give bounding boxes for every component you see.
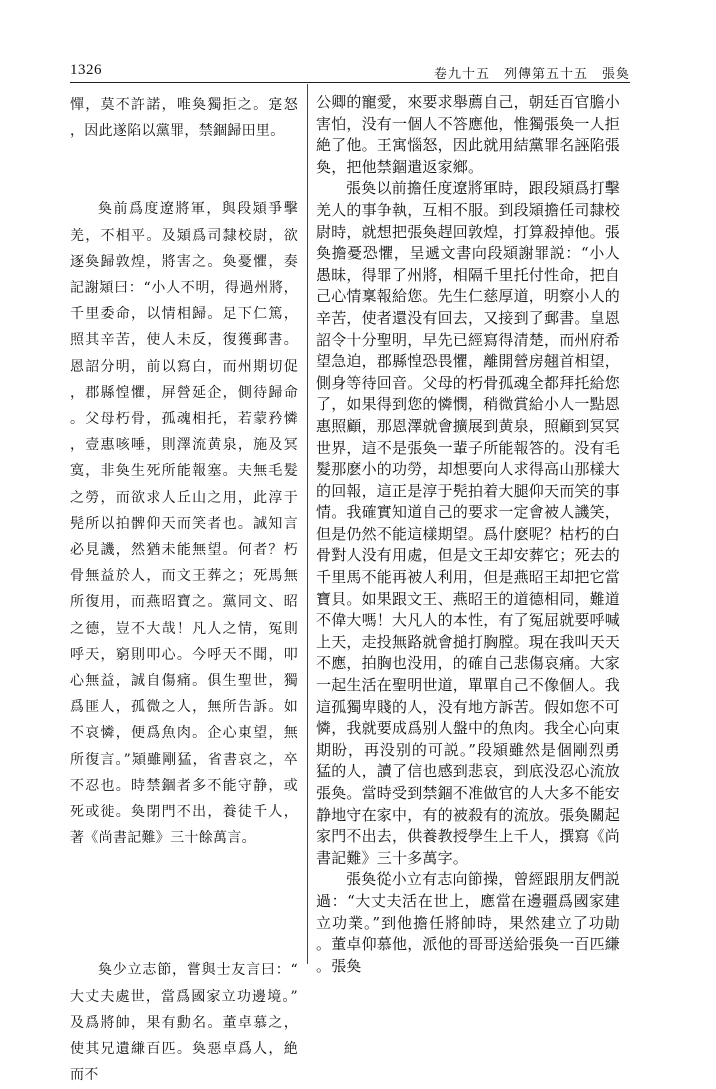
- running-head: 卷九十五 列傳第五十五 張奐: [433, 67, 630, 82]
- page-number: 1326: [70, 62, 102, 78]
- translation-paragraph: 張奐以前擔任度遼將軍時，跟段熲爲打擊羌人的事争執，互相不服。到段熲擔任司隸校尉時，就想把張奐趕回敦煌，打算殺掉他。張奐擔憂恐懼，呈遞文書向段熲謝罪説：“小人愚昧，得罪了州將，相隔千里托付性命，把自己心情稟報給您。先生仁慈厚道，明察小人的辛苦，使者還没有回去，又接到了郵書。皇恩詔令十分聖明，早先已經寫得清楚，而州府希望急迫，郡縣惶恐畏懼，離開營房翹首相望，側身等待回音。父母的朽骨孤魂全都拜托給您了，如果得到您的憐憫，稍微賞給小人一點恩惠照顧，那恩澤就會擴展到黄泉，照顧到冥冥世界，這不是張奐一輩子所能報答的。没有毛髮那麽小的功勞，却想要向人求得高山那樣大的回報，這正是淳于髡拍着大腿仰天而笑的事情。我確實知道自己的要求一定會被人譏笑，但是仍然不能這樣期望。爲什麽呢？枯朽的白骨對人没有用處，但是文王却安葬它；死去的千里馬不能再被人利用，但是燕昭王却把它當寶貝。如果跟文王、燕昭王的道德相同，難道不偉大嗎！大凡人的本性，有了冤屈就要呼喊上天，走投無路就會搥打胸膛。現在我叫天天不應，拍胸也没用，的確自己悲傷哀痛。大家一起生活在聖明世道，單單自己不像個人。我這孤獨卑賤的人，没有地方訴苦。假如您不可憐，我就要成爲别人盤中的魚肉。我全心向東期盼，再没别的可説。”段熲雖然是個剛烈勇猛的人，讀了信也感到悲哀，到底没忍心流放張奐。當時受到禁錮不准做官的人大多不能安静地守在家中，有的被殺有的流放。張奐關起家門不出去，供養教授學生上千人，撰寫《尚書記難》三十多萬字。: [316, 179, 621, 867]
- page-header: [70, 62, 630, 84]
- header-rule: [70, 82, 630, 83]
- original-paragraph: 憚，莫不許諾，唯奐獨拒之。寔怒，因此遂陷以黨罪，禁錮歸田里。: [70, 97, 298, 140]
- original-paragraph: 奐少立志節，嘗與士友言曰：“大丈夫處世，當爲國家立功邊境。”及爲將帥，果有勳名。董卓慕之，使其兄遺縑百匹。奐惡卓爲人，絶而不: [70, 962, 298, 1084]
- column-divider: [307, 84, 308, 964]
- original-paragraph: 奐前爲度遼將軍，與段熲爭擊羌，不相平。及熲爲司隸校尉，欲逐奐歸敦煌，將害之。奐憂懼，奏記謝熲曰：“小人不明，得過州將，千里委命，以情相歸。足下仁篤，照其辛苦，使人未反，復獲郵書。恩詔分明，前以寫白，而州期切促，郡縣惶懼，屏營延企，側待歸命。父母朽骨，孤魂相托，若蒙矜憐，壹惠咳唾，則澤流黄泉，施及冥寞，非奐生死所能報塞。夫無毛髮之勞，而欲求人丘山之用，此淳于髡所以拍髀仰天而笑者也。誠知言必見譏，然猶未能無望。何者？朽骨無益於人，而文王葬之；死馬無所復用，而燕昭寶之。黨同文、昭之德，豈不大哉！凡人之情，冤則呼天，窮則叩心。今呼天不聞，叩心無益，誠自傷痛。俱生聖世，獨爲匪人，孤微之人，無所告訴。如不哀憐，便爲魚肉。企心東望，無所復言。”熲雖剛猛，省書哀之，卒不忍也。時禁錮者多不能守静，或死或徙。奐閉門不出，養徒千人，著《尚書記難》三十餘萬言。: [70, 201, 298, 847]
- original-text-column: [70, 92, 298, 1084]
- translation-paragraph: 張奐從小立有志向節操，曾經跟朋友們説過：“大丈夫活在世上，應當在邊疆爲國家建立功業。”到他擔任將帥時，果然建立了功勛。董卓仰慕他，派他的哥哥送給張奐一百匹縑。張奐: [316, 870, 621, 975]
- translation-column: [316, 92, 621, 975]
- translation-paragraph: 公卿的寵愛，來要求舉薦自己，朝廷百官膽小害怕，没有一個人不答應他，惟獨張奐一人拒絶了他。王寓惱怒，因此就用結黨罪名誣陷張奐，把他禁錮遣返家鄉。: [316, 93, 621, 176]
